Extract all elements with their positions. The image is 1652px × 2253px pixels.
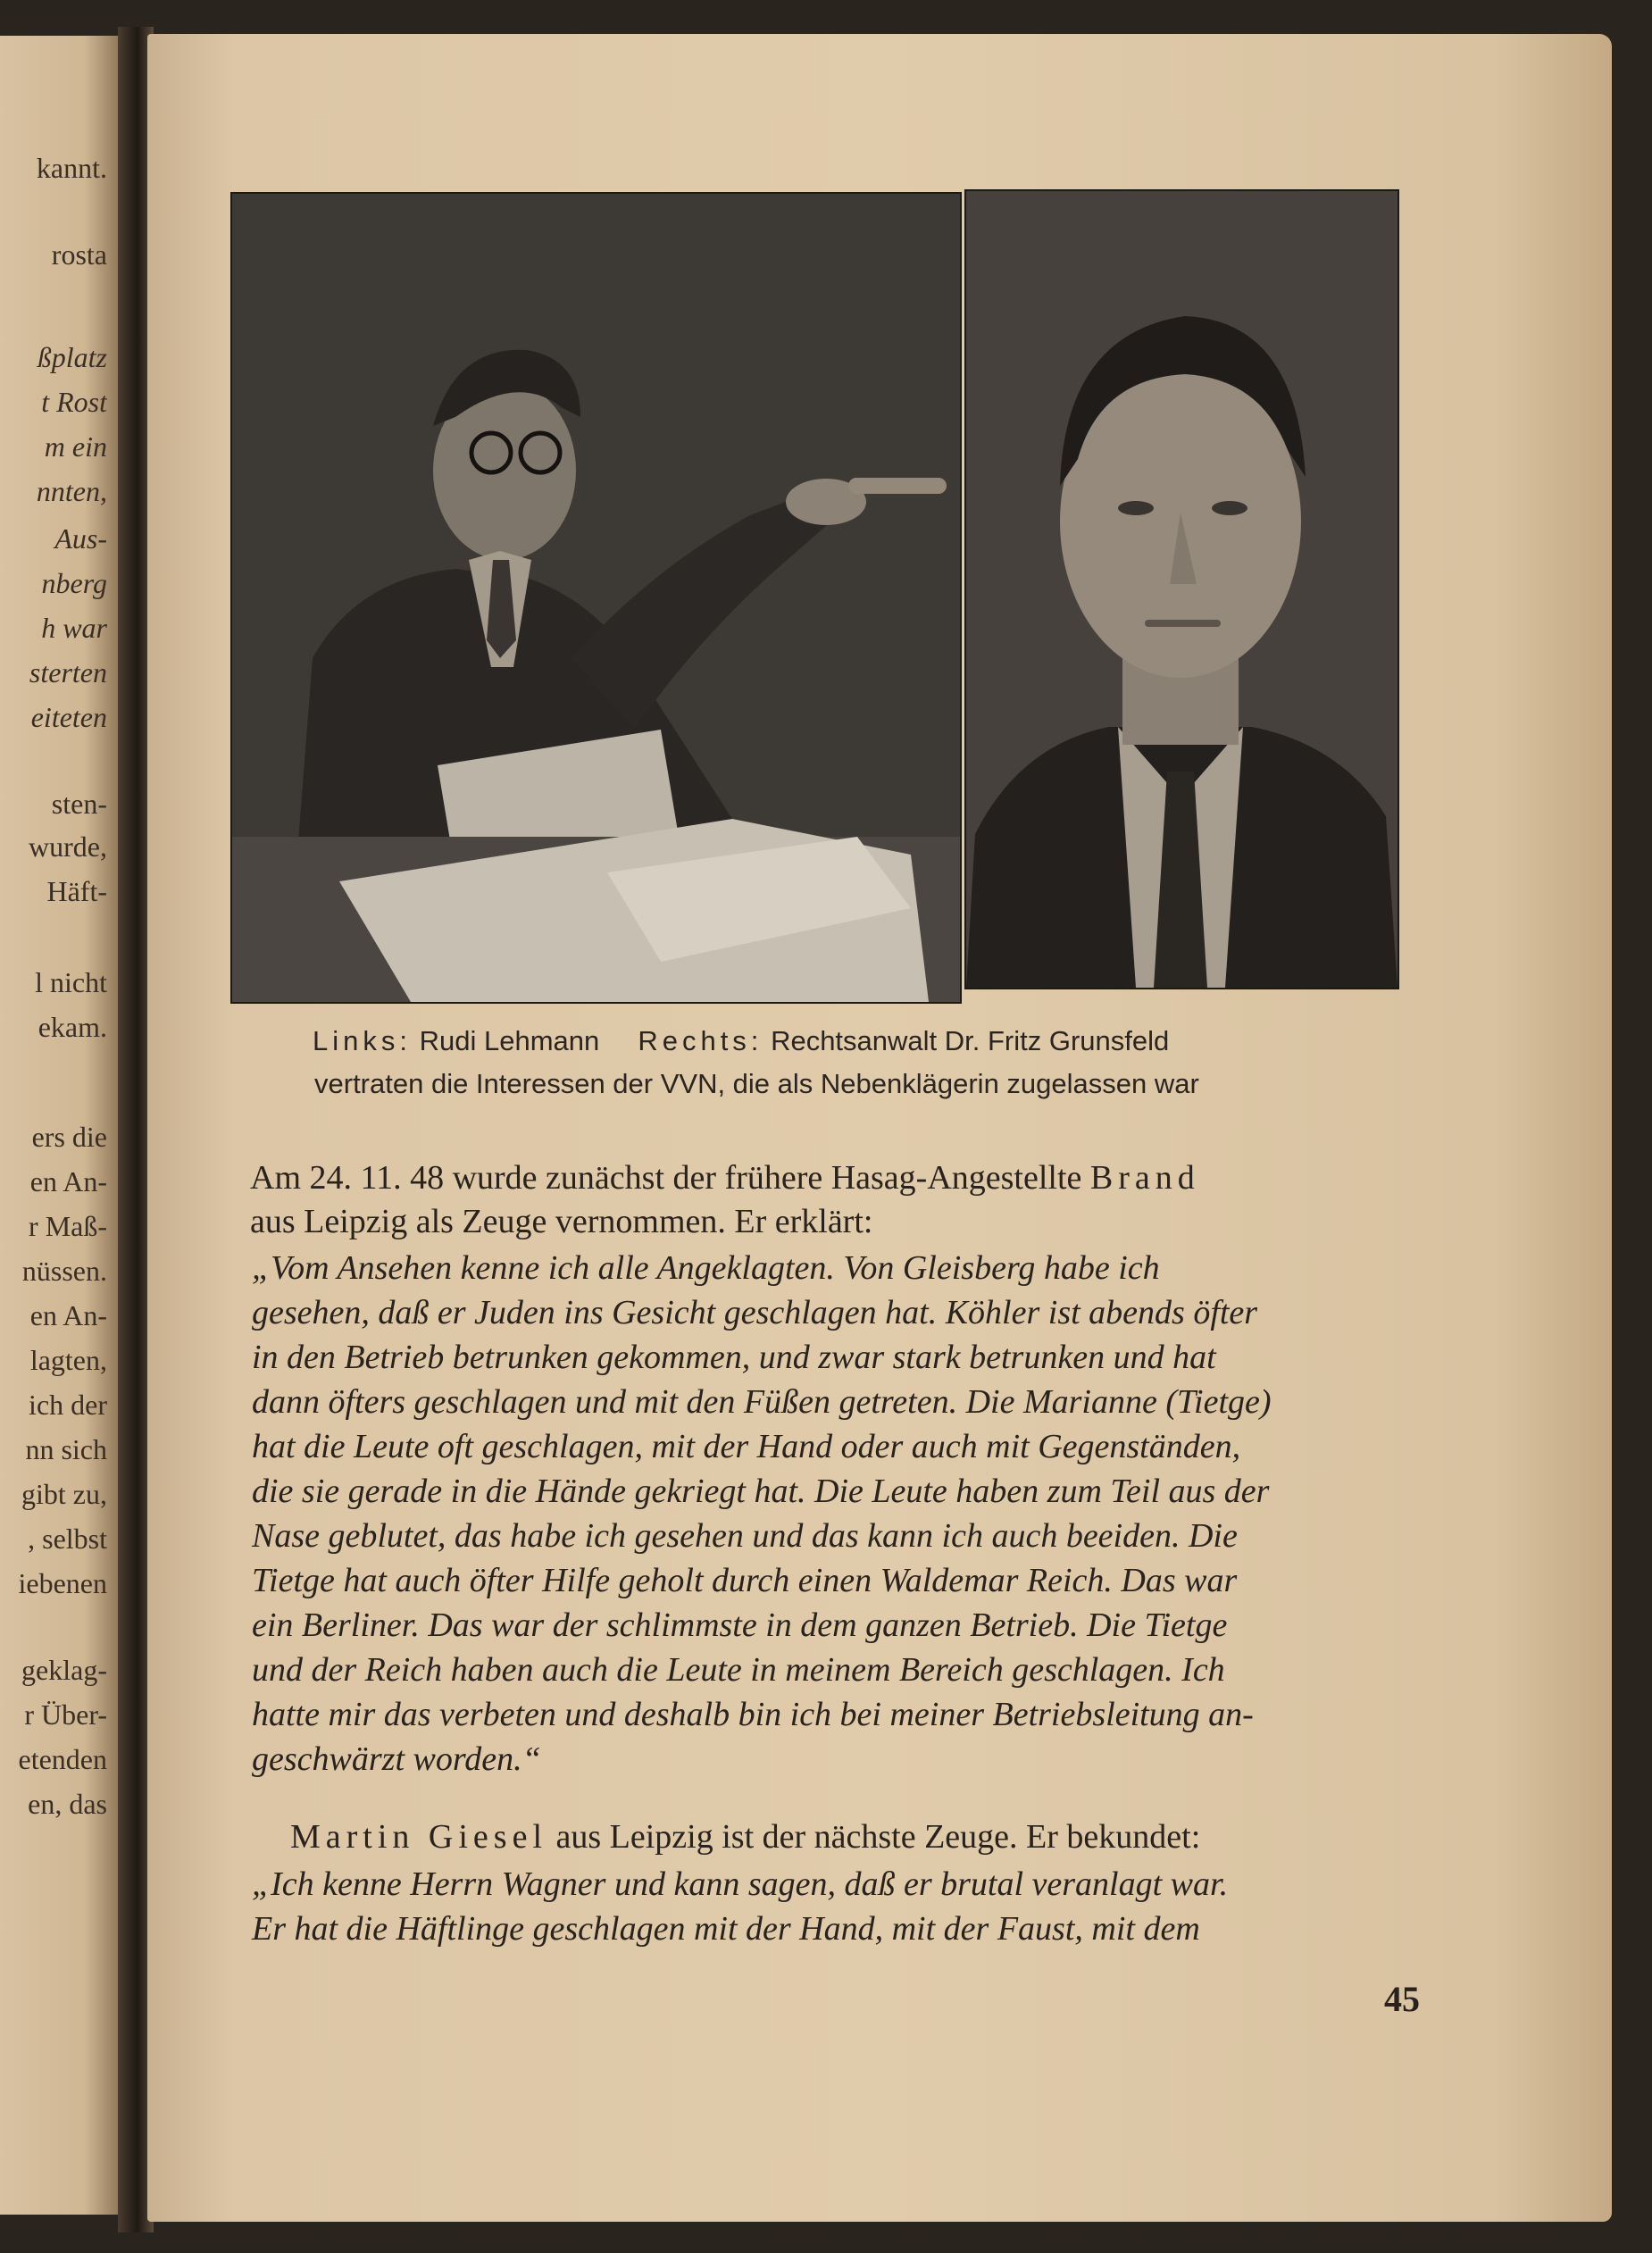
left-page-line: etenden (18, 1743, 107, 1775)
testimony-brand-line: Tietge hat auch öfter Hilfe geholt durch einen Waldemar Reich. Das war (252, 1562, 1238, 1599)
left-page-line: nn sich (25, 1433, 107, 1465)
testimony-brand-line: und der Reich haben auch die Leute in meinem Bereich geschlagen. Ich (252, 1651, 1225, 1689)
left-page-line: Aus- (54, 522, 107, 555)
left-page-line: rosta (51, 238, 107, 271)
testimony-brand-line: geschwärzt worden.“ (252, 1740, 541, 1778)
page-number: 45 (1384, 1979, 1420, 2019)
testimony-brand-line: gesehen, daß er Juden ins Gesicht geschlagen hat. Köhler ist abends öfter (252, 1294, 1258, 1331)
left-page-line: r Über- (24, 1698, 107, 1731)
left-page-line: kannt. (36, 152, 107, 184)
photo-caption-line-2: vertraten die Interessen der VVN, die als Nebenklägerin zugelassen war (314, 1068, 1199, 1099)
left-page-line: nnten, (36, 475, 107, 507)
witness-name-brand: Brand (1089, 1159, 1200, 1197)
paragraph-1-line-1 (250, 1158, 1406, 1197)
left-page-line: h war (41, 612, 107, 644)
testimony-brand-line: „Vom Ansehen kenne ich alle Angeklagten. Von Gleisberg habe ich (252, 1249, 1160, 1287)
left-page-line: gibt zu, (21, 1478, 107, 1510)
left-page-line: iebenen (18, 1567, 107, 1599)
left-page-line: sten- (51, 788, 107, 820)
left-page-line: en An- (29, 1165, 107, 1197)
left-page-line: l nicht (35, 966, 107, 998)
witness-name-giesel: Martin Giesel (290, 1818, 548, 1856)
portrait-pointing-man (232, 194, 960, 1002)
left-page-line: nberg (41, 567, 107, 599)
left-page-line: ekam. (38, 1011, 107, 1043)
left-page-line: lagten, (29, 1344, 107, 1376)
caption-links-name: Rudi Lehmann (419, 1025, 600, 1056)
left-page-line: r Maß- (29, 1210, 107, 1242)
photo-rudi-lehmann (230, 192, 962, 1004)
left-page-line: eiteten (30, 701, 107, 733)
left-page-line: , selbst (28, 1523, 107, 1555)
left-page-line: m ein (44, 430, 107, 463)
paragraph-1-line-2: aus Leipzig als Zeuge vernommen. Er erklärt: (250, 1203, 873, 1240)
caption-rechts-label: Rechts: (638, 1025, 763, 1056)
left-page-line: ich der (29, 1389, 107, 1421)
testimony-brand-line: in den Betrieb betrunken gekommen, und zwar stark betrunken und hat (252, 1339, 1216, 1376)
left-page-line: wurde, (29, 830, 107, 863)
photo-caption-line-1 (313, 1025, 1366, 1057)
portrait-head-shoulders (966, 191, 1398, 988)
left-page-line: nüssen. (21, 1255, 107, 1287)
paragraph-2-intro: aus Leipzig ist der nächste Zeuge. Er bekundet: (555, 1818, 1201, 1856)
left-page-line: ers die (31, 1121, 107, 1153)
left-page-line: en An- (29, 1299, 107, 1331)
testimony-brand-line: ein Berliner. Das war der schlimmste in dem ganzen Betrieb. Die Tietge (252, 1606, 1228, 1644)
left-page-line: geklag- (21, 1654, 107, 1686)
caption-links-label: Links: (313, 1025, 412, 1056)
photo-fritz-grunsfeld (964, 189, 1399, 989)
left-page-line: ßplatz (37, 341, 107, 373)
left-page-line: en, das (28, 1788, 107, 1820)
left-page-line: Häft- (46, 875, 107, 907)
testimony-brand-line: die sie gerade in die Hände gekriegt hat. Die Leute haben zum Teil aus der (252, 1473, 1270, 1510)
intro-text: Am 24. 11. 48 wurde zunächst der frühere Hasag-Angestellte (250, 1159, 1082, 1197)
testimony-brand-line: hatte mir das verbeten und deshalb bin ich bei meiner Betriebsleitung an- (252, 1696, 1254, 1733)
testimony-giesel-line: „Ich kenne Herrn Wagner und kann sagen, daß er brutal veranlagt war. (252, 1865, 1229, 1903)
testimony-brand-line: dann öfters geschlagen und mit den Füßen getreten. Die Marianne (Tietge) (252, 1383, 1272, 1421)
caption-rechts-name: Rechtsanwalt Dr. Fritz Grunsfeld (771, 1025, 1170, 1056)
testimony-brand-line: Nase geblutet, das habe ich gesehen und das kann ich auch beeiden. Die (252, 1517, 1238, 1555)
paragraph-2-line-1 (290, 1817, 1447, 1857)
previous-page-edge (0, 36, 121, 2215)
testimony-brand-line: hat die Leute oft geschlagen, mit der Hand oder auch mit Gegenständen, (252, 1428, 1241, 1465)
left-page-line: sterten (29, 656, 107, 688)
testimony-giesel-line: Er hat die Häftlinge geschlagen mit der Hand, mit der Faust, mit dem (252, 1910, 1200, 1948)
left-page-line: t Rost (41, 386, 107, 418)
